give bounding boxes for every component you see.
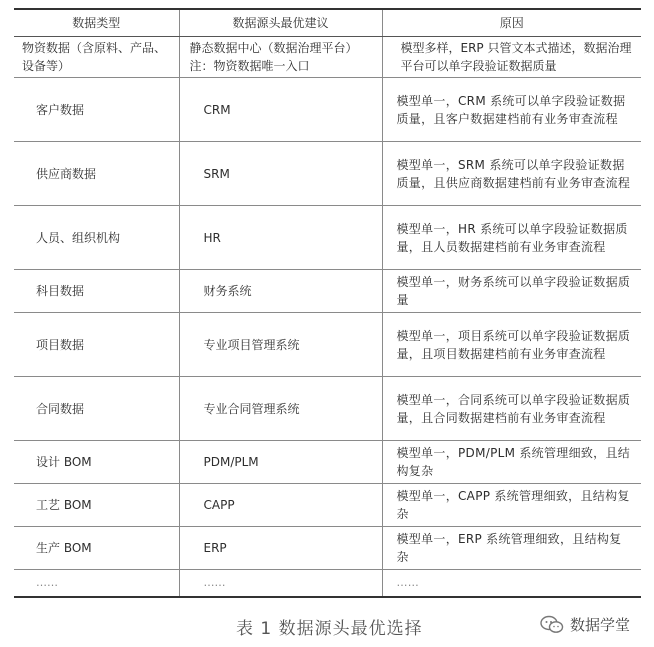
wechat-icon — [540, 615, 564, 635]
table-row — [14, 206, 641, 270]
table-row — [14, 37, 641, 78]
cell-source: PDM/PLM — [179, 441, 382, 484]
cell-source: 专业合同管理系统 — [179, 377, 382, 441]
table-row — [14, 570, 641, 598]
watermark — [540, 614, 630, 635]
data-source-table — [14, 8, 641, 598]
cell-data-type: 客户数据 — [14, 78, 179, 142]
table-row — [14, 484, 641, 527]
header-best-source: 数据源头最优建议 — [179, 9, 382, 37]
header-data-type: 数据类型 — [14, 9, 179, 37]
cell-source: 静态数据中心（数据治理平台）注：物资数据唯一入口 — [179, 37, 382, 78]
cell-reason: 模型多样，ERP 只管文本式描述，数据治理平台可以单字段验证数据质量 — [382, 37, 641, 78]
cell-data-type: 合同数据 — [14, 377, 179, 441]
cell-source: 专业项目管理系统 — [179, 313, 382, 377]
cell-source: CRM — [179, 78, 382, 142]
caption-row — [0, 610, 654, 640]
cell-data-type: 科目数据 — [14, 270, 179, 313]
cell-reason: 模型单一，CAPP 系统管理细致，且结构复杂 — [382, 484, 641, 527]
cell-reason: 模型单一，SRM 系统可以单字段验证数据质量，且供应商数据建档前有业务审查流程 — [382, 142, 641, 206]
watermark-text: 数据学堂 — [570, 616, 631, 634]
cell-data-type: 物资数据（含原料、产品、设备等） — [14, 37, 179, 78]
cell-reason: 模型单一，PDM/PLM 系统管理细致，且结构复杂 — [382, 441, 641, 484]
cell-data-type: 供应商数据 — [14, 142, 179, 206]
cell-data-type: 设计 BOM — [14, 441, 179, 484]
table-row — [14, 142, 641, 206]
cell-reason: 模型单一，财务系统可以单字段验证数据质量 — [382, 270, 641, 313]
cell-reason: 模型单一，合同系统可以单字段验证数据质量，且合同数据建档前有业务审查流程 — [382, 377, 641, 441]
table-row — [14, 377, 641, 441]
cell-source: ERP — [179, 527, 382, 570]
cell-source: 财务系统 — [179, 270, 382, 313]
table-row — [14, 527, 641, 570]
cell-data-type: 生产 BOM — [14, 527, 179, 570]
table-row — [14, 441, 641, 484]
header-reason: 原因 — [382, 9, 641, 37]
table-caption: 表 1 数据源头最优选择 — [236, 619, 423, 639]
cell-data-type: 项目数据 — [14, 313, 179, 377]
cell-data-type: 人员、组织机构 — [14, 206, 179, 270]
table-row — [14, 78, 641, 142]
cell-reason: 模型单一，项目系统可以单字段验证数据质量，且项目数据建档前有业务审查流程 — [382, 313, 641, 377]
cell-source: …… — [179, 570, 382, 598]
cell-reason: …… — [382, 570, 641, 598]
cell-reason: 模型单一，HR 系统可以单字段验证数据质量，且人员数据建档前有业务审查流程 — [382, 206, 641, 270]
cell-data-type: 工艺 BOM — [14, 484, 179, 527]
data-source-table-wrapper — [14, 8, 641, 598]
cell-source: HR — [179, 206, 382, 270]
cell-source: SRM — [179, 142, 382, 206]
cell-reason: 模型单一，CRM 系统可以单字段验证数据质量，且客户数据建档前有业务审查流程 — [382, 78, 641, 142]
cell-source: CAPP — [179, 484, 382, 527]
table-row — [14, 313, 641, 377]
table-header-row — [14, 9, 641, 37]
cell-reason: 模型单一，ERP 系统管理细致，且结构复杂 — [382, 527, 641, 570]
table-row — [14, 270, 641, 313]
cell-data-type: …… — [14, 570, 179, 598]
